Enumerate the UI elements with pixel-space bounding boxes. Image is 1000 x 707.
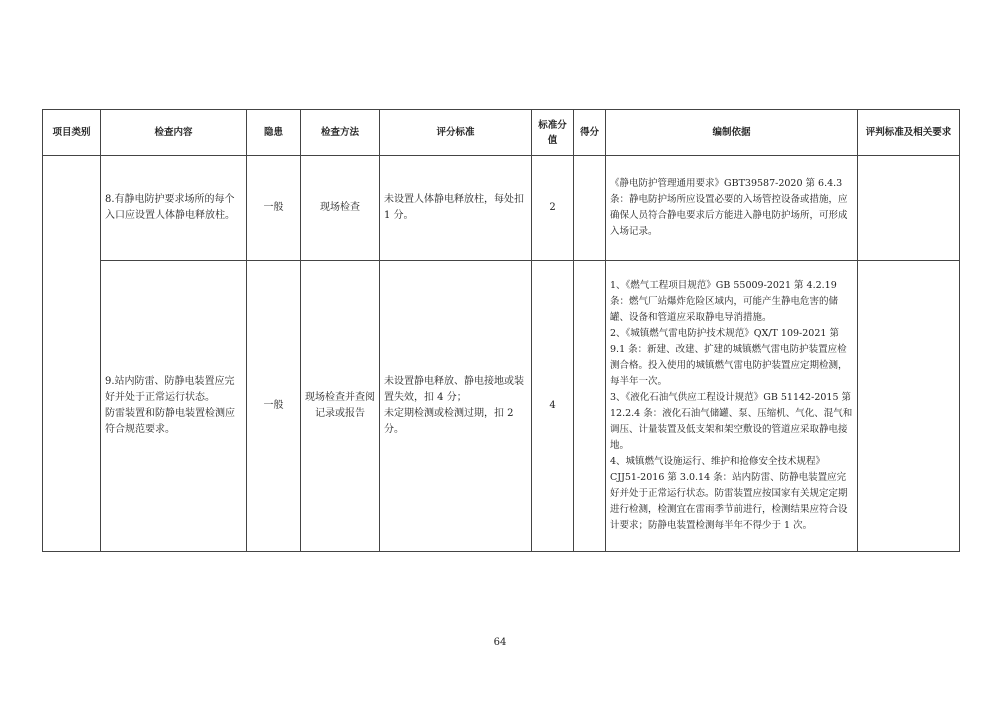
method-cell: 现场检查并查阅记录或报告 (301, 261, 380, 552)
basis-line: 4、城镇燃气设施运行、维护和抢修安全技术规程》CJJ51-2016 第 3.0.14 条：站内防雷、防静电装置应完好并处于正常运行状态。防雷装置应按国家有关规定定期进行检测，检测宜在雷雨季节前进行，检测结果应符合设计要求；防静电装置检测每半年不得少于 1 次。 (610, 456, 848, 531)
basis-line: 1、《燃气工程项目规范》GB 55009-2021 第 4.2.19 条：燃气厂站爆炸危险区域内，可能产生静电危害的储罐、设备和管道应采取静电导消措施。 (610, 280, 839, 323)
standard-score-cell: 4 (532, 261, 574, 552)
header-row (43, 110, 960, 156)
content-cell (101, 261, 247, 552)
content-line: 8.有静电防护要求场所的每个入口应设置人体静电释放柱。 (105, 194, 235, 221)
hazard-cell: 一般 (247, 156, 301, 261)
header-category: 项目类别 (43, 110, 101, 156)
table-row (43, 156, 960, 261)
header-criteria: 评分标准 (380, 110, 532, 156)
standard-score-cell: 2 (532, 156, 574, 261)
judgment-cell (858, 261, 960, 552)
page-number: 64 (493, 637, 507, 648)
content-line: 防雷装置和防静电装置检测应符合规范要求。 (105, 408, 235, 435)
criteria-cell (380, 261, 532, 552)
basis-line: 《静电防护管理通用要求》GBT39587-2020 第 6.4.3 条：静电防护场所应设置必要的入场管控设备或措施，应确保人员符合静电要求后方能进入静电防护场所，可形成入场记录。 (610, 178, 848, 237)
basis-line: 2、《城镇燃气雷电防护技术规范》QX/T 109-2021 第 9.1 条：新建、改建、扩建的城镇燃气雷电防护装置应检测合格。投入使用的城镇燃气雷电防护装置应定期检测，每半年一次。 (610, 328, 848, 387)
table-row (43, 261, 960, 552)
header-method: 检查方法 (301, 110, 380, 156)
basis-cell (606, 261, 858, 552)
basis-line: 3、《液化石油气供应工程设计规范》GB 51142-2015 第 12.2.4 条：液化石油气储罐、泵、压缩机、气化、混气和调压、计量装置及低支架和架空敷设的管道应采取静电接地。 (610, 392, 853, 451)
header-basis: 编制依据 (606, 110, 858, 156)
header-standard-score: 标准分值 (532, 110, 574, 156)
criteria-line: 未设置人体静电释放柱，每处扣 1 分。 (384, 194, 524, 221)
category-cell (43, 156, 101, 552)
inspection-table (42, 109, 960, 552)
score-cell (574, 156, 606, 261)
judgment-cell (858, 156, 960, 261)
criteria-line: 未定期检测或检测过期，扣 2 分。 (384, 408, 514, 435)
hazard-cell: 一般 (247, 261, 301, 552)
basis-cell (606, 156, 858, 261)
method-cell: 现场检查 (301, 156, 380, 261)
criteria-line: 未设置静电释放、静电接地或装置失效，扣 4 分； (384, 376, 524, 403)
header-judgment: 评判标准及相关要求 (858, 110, 960, 156)
content-line: 9.站内防雷、防静电装置应完好并处于正常运行状态。 (105, 376, 235, 403)
header-hazard: 隐患 (247, 110, 301, 156)
header-score: 得分 (574, 110, 606, 156)
content-cell (101, 156, 247, 261)
score-cell (574, 261, 606, 552)
header-content: 检查内容 (101, 110, 247, 156)
criteria-cell (380, 156, 532, 261)
